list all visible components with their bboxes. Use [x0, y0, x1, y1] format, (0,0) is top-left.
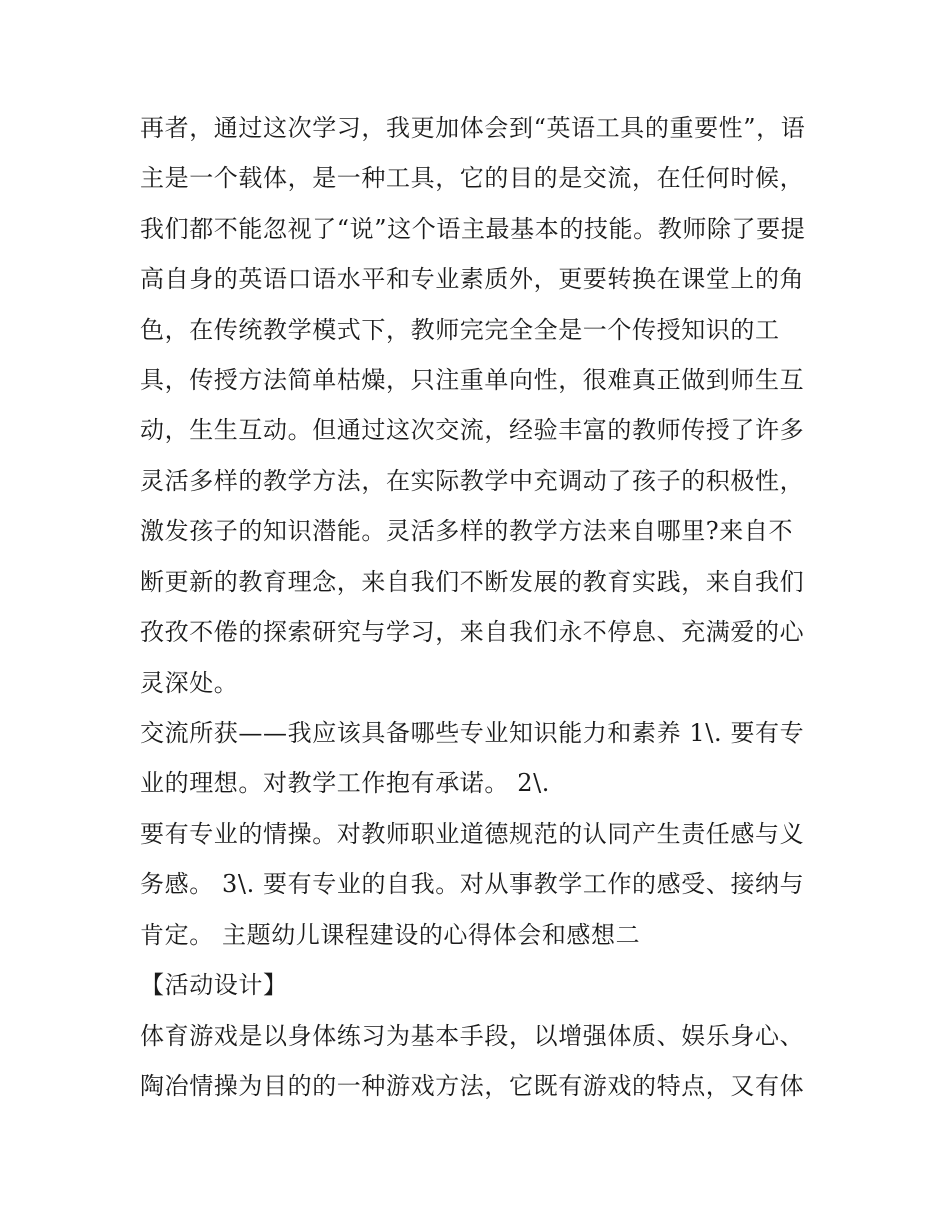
- text-line: 要有专业的情操。对教师职业道德规范的认同产生责任感与义: [140, 820, 805, 848]
- text-line: 色，在传统教学模式下，教师完完全全是一个传授知识的工: [140, 316, 780, 344]
- text-line: 陶冶情操为目的的一种游戏方法，它既有游戏的特点，又有体: [140, 1072, 805, 1100]
- text-line: 我们都不能忽视了“说”这个语主最基本的技能。教师除了要提: [140, 215, 806, 243]
- text-line: 主是一个载体，是一种工具，它的目的是交流，在任何时候，: [140, 164, 805, 192]
- text-line: 灵活多样的教学方法，在实际教学中充调动了孩子的积极性，: [140, 467, 805, 495]
- text-line: 务感。 3\. 要有专业的自我。对从事教学工作的感受、接纳与: [140, 870, 805, 898]
- text-line: 业的理想。对教学工作抱有承诺。 2\.: [140, 769, 551, 797]
- text-line: 具，传授方法简单枯燥，只注重单向性，很难真正做到师生互: [140, 366, 805, 394]
- text-line: 交流所获——我应该具备哪些专业知识能力和素养 1\. 要有专: [140, 719, 805, 747]
- text-line: 灵深处。: [140, 669, 239, 697]
- section-heading: 【活动设计】: [140, 971, 288, 999]
- text-line: 肯定。 主题幼儿课程建设的心得体会和感想二: [140, 921, 641, 949]
- text-line: 激发孩子的知识潜能。灵活多样的教学方法来自哪里?来自不: [140, 517, 794, 545]
- text-line: 再者，通过这次学习，我更加体会到“英语工具的重要性”，语: [140, 114, 806, 142]
- text-line: 体育游戏是以身体练习为基本手段，以增强体质、娱乐身心、: [140, 1022, 805, 1050]
- text-line: 断更新的教育理念，来自我们不断发展的教育实践，来自我们: [140, 568, 805, 596]
- text-line: 高自身的英语口语水平和专业素质外，更要转换在课堂上的角: [140, 265, 805, 293]
- text-line: 孜孜不倦的探索研究与学习，来自我们永不停息、充满爱的心: [140, 618, 805, 646]
- text-line: 动，生生互动。但通过这次交流，经验丰富的教师传授了许多: [140, 416, 805, 444]
